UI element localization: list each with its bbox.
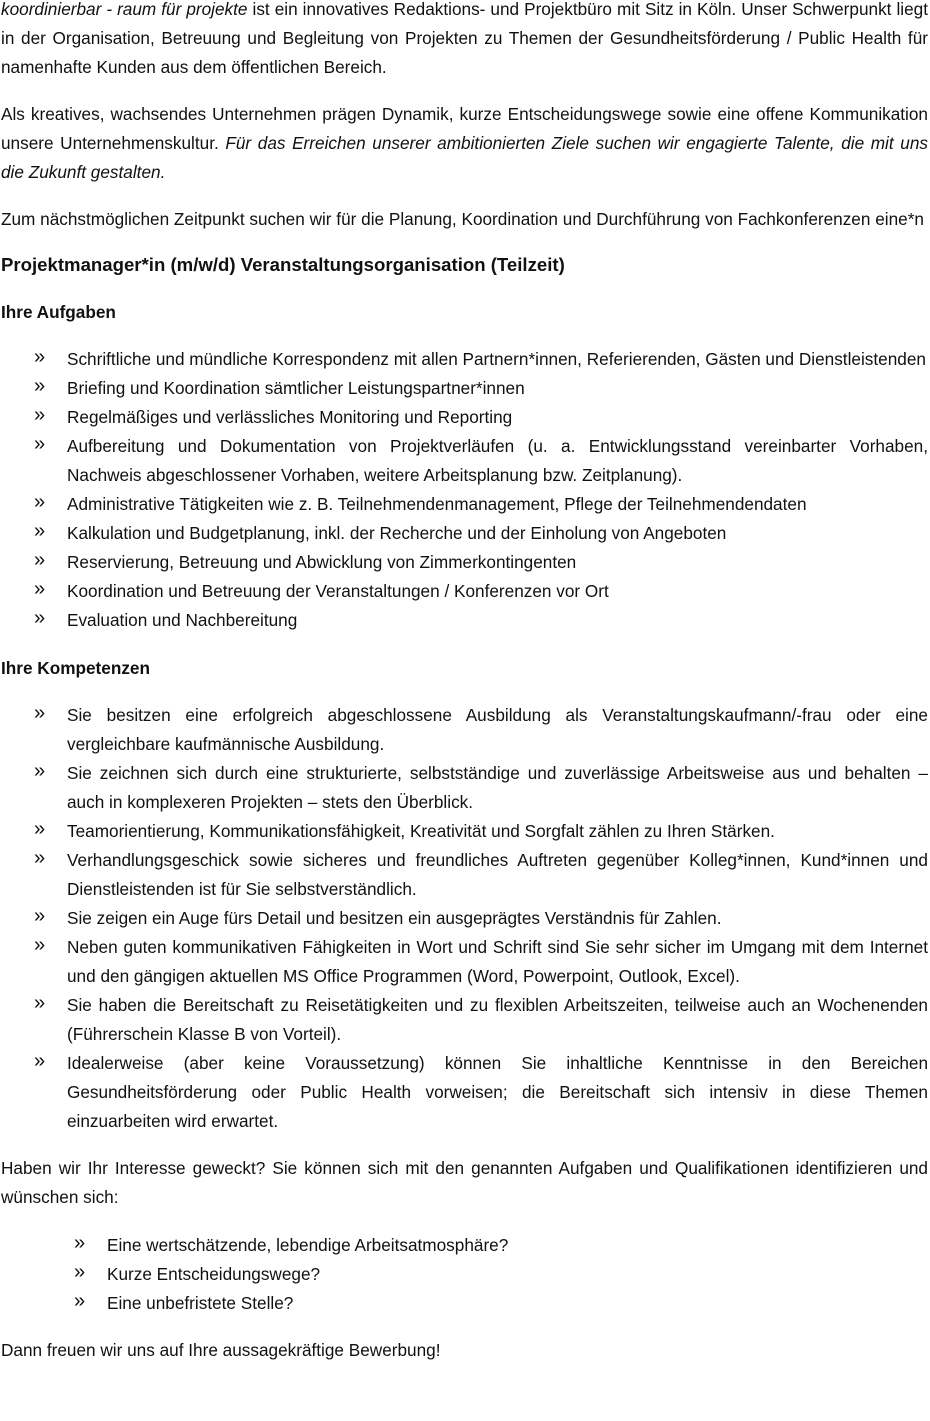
list-item-text: Evaluation und Nachbereitung <box>67 610 298 630</box>
benefits-list <box>1 1231 928 1318</box>
list-item-text: Neben guten kommunikativen Fähigkeiten in Wort und Schrift sind Sie sehr sicher im Umgang mit dem Internet und den gängigen aktuellen MS Office Programmen (Word, Powerpoint, Outlook, Excel). <box>67 937 928 986</box>
list-item-text: Aufbereitung und Dokumentation von Projektverläufen (u. a. Entwicklungsstand vereinbarter Vorhaben, Nachweis abgeschlossener Vorhaben, weitere Arbeitsplanung bzw. Zeitplanung). <box>67 436 928 485</box>
company-name: koordinierbar - raum für projekte <box>1 0 248 19</box>
culture-text: Als kreatives, wachsendes Unternehmen prägen Dynamik, kurze Entscheidungswege sowie eine offene Kommunikation unsere Unternehmenskultur. <box>1 104 928 153</box>
tasks-list <box>1 345 928 635</box>
list-item <box>1 846 928 904</box>
list-item <box>1 904 928 933</box>
list-item <box>1 519 928 548</box>
list-item <box>1 577 928 606</box>
raquo-bullet-icon: » <box>34 702 46 724</box>
raquo-bullet-icon: » <box>34 760 46 782</box>
list-item <box>1 701 928 759</box>
list-item <box>1 817 928 846</box>
list-item-text: Sie zeichnen sich durch eine strukturierte, selbstständige und zuverlässige Arbeitsweise aus und behalten – auch in komplexeren Projekten – stets den Überblick. <box>67 763 928 812</box>
raquo-bullet-icon: » <box>34 934 46 956</box>
list-item <box>1 345 928 374</box>
list-item-text: Sie zeigen ein Auge fürs Detail und besitzen ein ausgeprägtes Verständnis für Zahlen. <box>67 908 722 928</box>
intro-paragraph-search: Zum nächstmöglichen Zeitpunkt suchen wir für die Planung, Koordination und Durchführung von Fachkonferenzen eine*n <box>1 209 924 229</box>
list-item <box>1 1231 928 1260</box>
list-item-text: Administrative Tätigkeiten wie z. B. Teilnehmendenmanagement, Pflege der Teilnehmendendaten <box>67 494 807 514</box>
raquo-bullet-icon: » <box>34 992 46 1014</box>
list-item-text: Kurze Entscheidungswege? <box>107 1264 321 1284</box>
list-item-text: Verhandlungsgeschick sowie sicheres und freundliches Auftreten gegenüber Kolleg*innen, Kund*innen und Dienstleistenden ist für Sie selbstverständlich. <box>67 850 928 899</box>
list-item <box>1 548 928 577</box>
skills-heading: Ihre Kompetenzen <box>1 658 150 678</box>
list-item-text: Schriftliche und mündliche Korrespondenz mit allen Partnern*innen, Referierenden, Gästen und Dienstleistenden <box>67 349 926 369</box>
closing-paragraph: Dann freuen wir uns auf Ihre aussagekräftige Bewerbung! <box>1 1340 441 1360</box>
list-item-text: Briefing und Koordination sämtlicher Leistungspartner*innen <box>67 378 525 398</box>
list-item <box>1 933 928 991</box>
list-item-text: Kalkulation und Budgetplanung, inkl. der Recherche und der Einholung von Angeboten <box>67 523 727 543</box>
intro-paragraph-company-text: ist ein innovatives Redaktions- und Projektbüro mit Sitz in Köln. Unser Schwerpunkt liegt in der Organisation, Betreuung und Begleitung von Projekten zu Themen der Gesundheitsförderung / Public Health für namenhafte Kunden aus dem öffentlichen Bereich. <box>1 0 928 77</box>
list-item-text: Eine wertschätzende, lebendige Arbeitsatmosphäre? <box>107 1235 509 1255</box>
raquo-bullet-icon: » <box>34 549 46 571</box>
job-title: Projektmanager*in (m/w/d) Veranstaltungsorganisation (Teilzeit) <box>1 254 565 275</box>
list-item <box>1 403 928 432</box>
raquo-bullet-icon: » <box>34 607 46 629</box>
list-item <box>1 490 928 519</box>
raquo-bullet-icon: » <box>34 1050 46 1072</box>
raquo-bullet-icon: » <box>74 1232 86 1254</box>
list-item-text: Sie haben die Bereitschaft zu Reisetätigkeiten und zu flexiblen Arbeitszeiten, teilweise auch an Wochenenden (Führerschein Klasse B von Vorteil). <box>67 995 928 1044</box>
raquo-bullet-icon: » <box>74 1261 86 1283</box>
raquo-bullet-icon: » <box>34 491 46 513</box>
raquo-bullet-icon: » <box>34 818 46 840</box>
list-item <box>1 374 928 403</box>
list-item <box>1 759 928 817</box>
list-item <box>1 1260 928 1289</box>
raquo-bullet-icon: » <box>34 404 46 426</box>
list-item <box>1 991 928 1049</box>
tasks-heading: Ihre Aufgaben <box>1 302 116 322</box>
list-item <box>1 606 928 635</box>
list-item <box>1 1049 928 1136</box>
raquo-bullet-icon: » <box>34 847 46 869</box>
list-item-text: Regelmäßiges und verlässliches Monitoring und Reporting <box>67 407 513 427</box>
raquo-bullet-icon: » <box>34 346 46 368</box>
skills-list <box>1 701 928 1136</box>
raquo-bullet-icon: » <box>34 433 46 455</box>
raquo-bullet-icon: » <box>34 520 46 542</box>
list-item <box>1 1289 928 1318</box>
list-item-text: Eine unbefristete Stelle? <box>107 1293 294 1313</box>
intro-paragraph-company <box>1 0 928 82</box>
list-item <box>1 432 928 490</box>
intro-paragraph-culture <box>1 100 928 187</box>
list-item-text: Koordination und Betreuung der Veranstaltungen / Konferenzen vor Ort <box>67 581 609 601</box>
list-item-text: Sie besitzen eine erfolgreich abgeschlossene Ausbildung als Veranstaltungskaufmann/-frau oder eine vergleichbare kaufmännische Ausbildung. <box>67 705 928 754</box>
raquo-bullet-icon: » <box>34 578 46 600</box>
list-item-text: Idealerweise (aber keine Voraussetzung) können Sie inhaltliche Kenntnisse in den Bereichen Gesundheitsförderung oder Public Health vorweisen; die Bereitschaft sich intensiv in diese Themen einzuarbeiten wird erwartet. <box>67 1053 928 1131</box>
raquo-bullet-icon: » <box>34 375 46 397</box>
interest-paragraph: Haben wir Ihr Interesse geweckt? Sie können sich mit den genannten Aufgaben und Qualifikationen identifizieren und wünschen sich: <box>1 1158 928 1207</box>
culture-italic-text: Für das Erreichen unserer ambitionierten Ziele suchen wir engagierte Talente, die mit uns die Zukunft gestalten. <box>1 133 928 182</box>
list-item-text: Reservierung, Betreuung und Abwicklung von Zimmerkontingenten <box>67 552 577 572</box>
raquo-bullet-icon: » <box>74 1290 86 1312</box>
raquo-bullet-icon: » <box>34 905 46 927</box>
list-item-text: Teamorientierung, Kommunikationsfähigkeit, Kreativität und Sorgfalt zählen zu Ihren Stärken. <box>67 821 775 841</box>
